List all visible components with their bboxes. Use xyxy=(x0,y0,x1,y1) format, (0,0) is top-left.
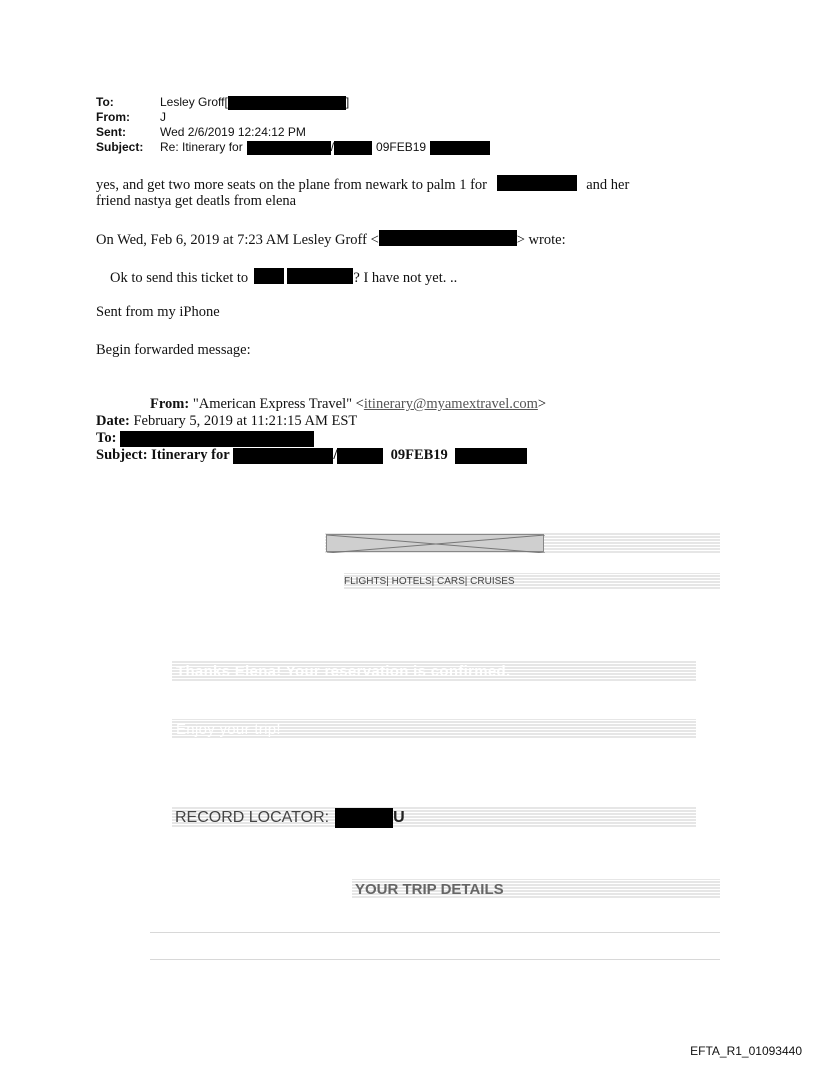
redaction xyxy=(247,141,331,155)
from-label: From: xyxy=(96,110,130,124)
email-header xyxy=(96,95,490,155)
quoted-line xyxy=(110,268,457,287)
redaction xyxy=(120,431,314,447)
sent-row xyxy=(96,125,490,140)
quote-intro-text: > wrote: xyxy=(516,232,566,248)
subject-label: Subject: xyxy=(96,140,144,154)
amex-logo-placeholder xyxy=(326,534,544,552)
redaction xyxy=(455,448,527,464)
subject-row xyxy=(96,140,490,155)
fwd-from-row xyxy=(96,396,546,413)
fwd-to-label: To: xyxy=(96,430,117,446)
subject-prefix: Re: Itinerary for xyxy=(160,140,243,154)
redaction xyxy=(430,141,490,155)
redaction xyxy=(233,448,333,464)
fwd-date-value: February 5, 2019 at 11:21:15 AM EST xyxy=(133,413,358,429)
redaction xyxy=(334,141,372,155)
redaction xyxy=(228,96,346,110)
fwd-to-row xyxy=(96,430,546,447)
enjoy-message: Enjoy your trip! xyxy=(176,721,281,738)
body-text: yes, and get two more seats on the plane from newark to palm 1 for xyxy=(96,177,487,193)
divider xyxy=(150,959,720,960)
redaction xyxy=(335,808,393,828)
sent-label: Sent: xyxy=(96,125,126,139)
subject-slash: / xyxy=(330,140,335,154)
quote-intro xyxy=(96,230,566,249)
to-label: To: xyxy=(96,95,114,109)
fwd-from-name: "American Express Travel" < xyxy=(192,396,364,412)
record-locator xyxy=(175,808,405,828)
trip-details-heading: YOUR TRIP DETAILS xyxy=(355,881,504,898)
fwd-subject-slash: / xyxy=(333,447,338,463)
broken-image-icon xyxy=(327,535,545,553)
fwd-subject-label: Subject: Itinerary for xyxy=(96,447,230,463)
from-row xyxy=(96,110,490,125)
fwd-from-close: > xyxy=(537,396,547,412)
subject-code: 09FEB19 xyxy=(376,140,427,154)
redaction xyxy=(287,268,353,284)
fwd-from-email-link[interactable]: itinerary@myamextravel.com xyxy=(363,396,538,412)
body-line-1 xyxy=(96,175,629,194)
to-value: Lesley Groff[ xyxy=(160,95,228,109)
redaction xyxy=(379,230,517,246)
quoted-text: Ok to send this ticket to xyxy=(110,270,249,286)
divider xyxy=(150,932,720,933)
quoted-text: ? I have not yet. .. xyxy=(353,270,458,286)
to-tail: ] xyxy=(345,95,350,109)
record-tail: U xyxy=(393,809,405,826)
fwd-date-label: Date: xyxy=(96,413,130,429)
body-text: and her xyxy=(586,177,630,193)
begin-forwarded: Begin forwarded message: xyxy=(96,342,251,358)
redaction xyxy=(497,175,577,191)
nav-links[interactable]: FLIGHTS| HOTELS| CARS| CRUISES xyxy=(344,576,515,587)
redaction xyxy=(337,448,383,464)
fwd-subject-code: 09FEB19 xyxy=(390,447,448,463)
record-label: RECORD LOCATOR: xyxy=(175,809,330,826)
sent-value: Wed 2/6/2019 12:24:12 PM xyxy=(160,125,306,139)
body-line-2: friend nastya get deatls from elena xyxy=(96,193,297,209)
sent-from: Sent from my iPhone xyxy=(96,304,220,320)
document-id: EFTA_R1_01093440 xyxy=(690,1044,802,1058)
fwd-subject-row xyxy=(96,447,546,464)
from-value: J xyxy=(160,110,166,124)
confirmation-message: Thanks Elena! Your reservation is confirmed. xyxy=(176,663,511,680)
fwd-from-label: From: xyxy=(150,396,190,412)
quote-intro-text: On Wed, Feb 6, 2019 at 7:23 AM Lesley Groff < xyxy=(96,232,379,248)
redaction xyxy=(254,268,284,284)
to-row xyxy=(96,95,490,110)
fwd-date-row xyxy=(96,413,546,430)
forwarded-header xyxy=(96,396,546,464)
